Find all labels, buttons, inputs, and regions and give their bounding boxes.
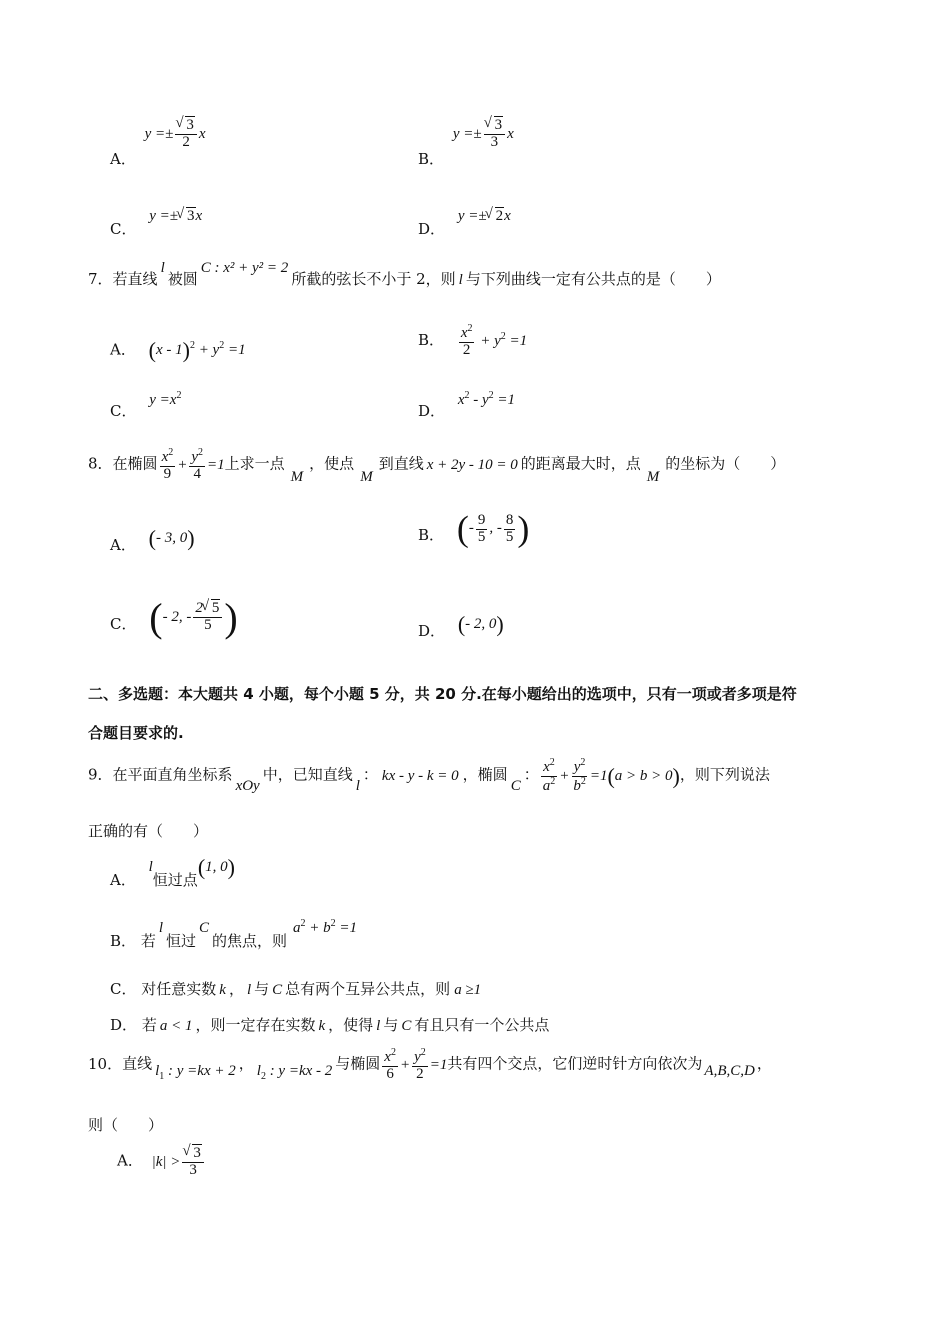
q8-option-c: C． (- 2, - $\frac{2√ 5}{5}$ ) bbox=[110, 594, 238, 641]
q10-stem-cont: 则（ ） bbox=[88, 1116, 164, 1134]
q6-option-a: A． y =± √ $\frac{3}{2}$ x bbox=[110, 118, 206, 151]
q10-stem: 10．直线 $l_1$ : y =kx + 2 ， $l_2$ : y =kx - 2 与椭圆 $\frac{x^2}{6}$ + $\frac{y^2}{2}$ =1共有四个交点，它们逆时针方向依次为 A,B,C,D ， bbox=[88, 1047, 772, 1082]
q9-stem: 9．在平面直角坐标系xOy中，已知直线l： kx - y - k = 0 ，椭圆C： $\frac{x^2}{a^2}$ + $\frac{y^2}{b^2}$ =1(a > b > 0)，则下列说法 bbox=[88, 757, 770, 794]
q9-option-a: A． l恒过点(1, 0) bbox=[110, 855, 235, 890]
q6-option-c: C． y =±√ 3x bbox=[110, 204, 202, 225]
q8-option-d: D． (- 2, 0) bbox=[418, 612, 504, 641]
q8-option-a: A． (- 3, 0) bbox=[110, 526, 195, 555]
q9-option-d: D． 若 a < 1 ，则一定存在实数 k ，使得 l 与 C 有且只有一个公共点 bbox=[110, 1016, 550, 1034]
q6-d-formula: y =±√ 2x bbox=[458, 208, 511, 224]
q7-stem: 7．若直线l被圆C : x² + y² = 2所截的弦长不小于 2，则 l 与下列曲线一定有公共点的是（ ） bbox=[88, 260, 721, 288]
q6-option-b: B． y =± √ $\frac{3}{3}$ x bbox=[418, 118, 514, 151]
q7-option-a: A． $(x - 1)^2 + y^2 =1$ bbox=[110, 338, 246, 363]
q7-option-c: C． $y =x^2$ bbox=[110, 390, 182, 420]
q9-option-b: B． 若l恒过C的焦点，则$a^2 + b^2 =1$ bbox=[110, 918, 358, 950]
section2-header: 二、多选题：本大题共 4 小题，每个小题 5 分，共 20 分.在每小题给出的选项中，只有一项或者多项是符 bbox=[88, 685, 797, 703]
q6-option-d: D． y =±√ 2x bbox=[418, 204, 511, 225]
section2-header-cont: 合题目要求的. bbox=[88, 724, 184, 742]
q6-b-formula: y =± √ $\frac{3}{3}$ x bbox=[453, 126, 514, 142]
q10-option-a: A． |k| > √ $\frac{3}{3}$ bbox=[117, 1146, 206, 1179]
q9-stem-cont: 正确的有（ ） bbox=[88, 822, 209, 840]
q7-option-b: B． $\frac{x^2}{2}$ + $y^2 =1$ bbox=[418, 323, 528, 358]
q7-option-d: D． $x^2 - y^2 =1$ bbox=[418, 390, 516, 420]
q6-a-formula: y =± √ $\frac{3}{2}$ x bbox=[145, 126, 206, 142]
q8-stem: 8．在椭圆 $\frac{x^2}{9}$ + $\frac{y^2}{4}$ =1上求一点M，使点M到直线 x + 2y - 10 = 0 的距离最大时，点M的坐标为（ ） bbox=[88, 447, 786, 485]
q6-c-formula: y =±√ 3x bbox=[149, 208, 202, 224]
q9-option-c: C． 对任意实数 k ， l 与 C 总有两个互异公共点，则 a ≥1 bbox=[110, 980, 482, 998]
q8-option-b: B． (- $\frac{9}{5}$ , - $\frac{8}{5}$ ) bbox=[418, 509, 530, 549]
